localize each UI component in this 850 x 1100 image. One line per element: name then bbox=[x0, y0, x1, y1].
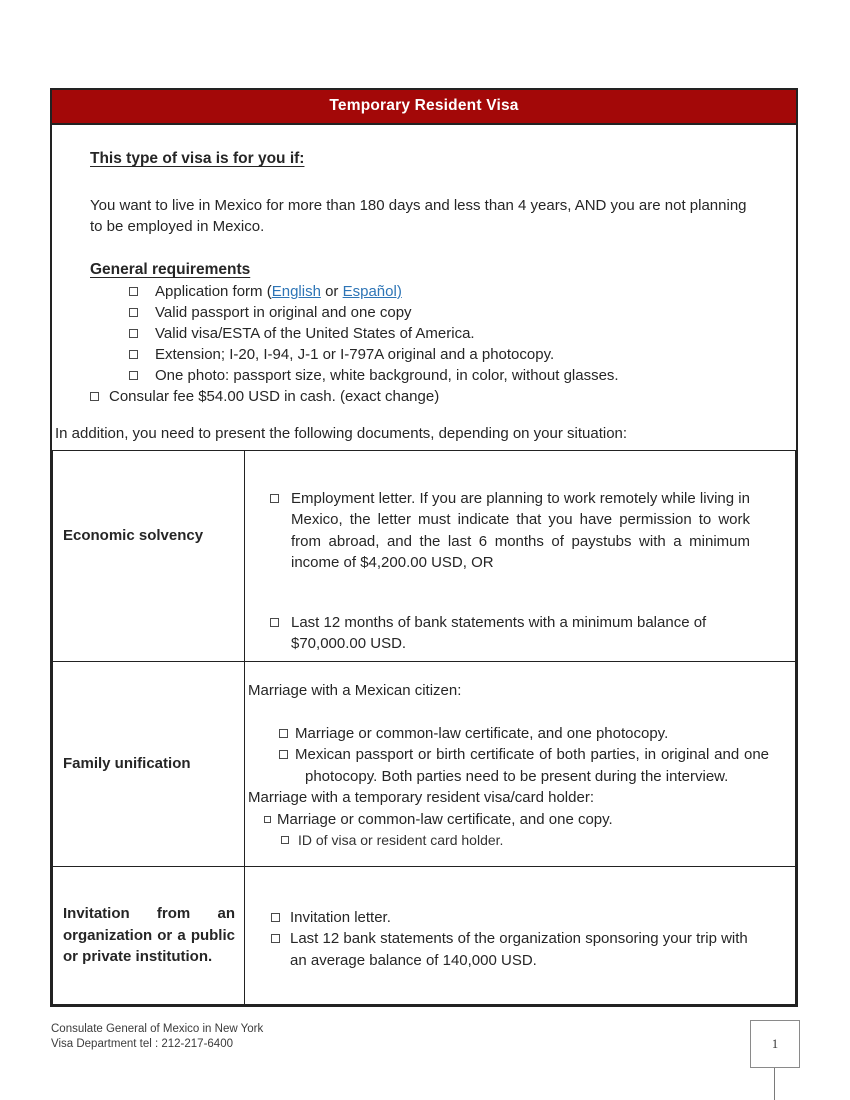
checklist-item-marriage-certificate-copy bbox=[264, 809, 769, 831]
checkbox-icon bbox=[279, 750, 288, 759]
checklist-item-id-of-holder bbox=[281, 830, 769, 852]
table-row-invitation bbox=[53, 867, 796, 1005]
page-number-box bbox=[750, 1020, 800, 1068]
link-english[interactable]: English bbox=[271, 283, 321, 300]
family-subheading-mexican-citizen: Marriage with a Mexican citizen: bbox=[248, 682, 462, 700]
page-number-connector-line bbox=[774, 1068, 775, 1100]
row-label-family-unification: Family unification bbox=[53, 662, 245, 867]
family-subheading-resident-holder: Marriage with a temporary resident visa/card holder: bbox=[248, 789, 594, 807]
checklist-item-invitation-letter bbox=[271, 907, 755, 929]
checklist-item-text: Marriage or common-law certificate, and one copy. bbox=[277, 810, 613, 828]
checklist-item-text: Extension; I-20, I-94, J-1 or I-797A original and a photocopy. bbox=[155, 346, 555, 363]
checkbox-icon bbox=[129, 308, 138, 317]
checklist-item-us-visa bbox=[129, 323, 762, 344]
small-checkbox-icon bbox=[281, 836, 289, 844]
checklist-item-mexican-passport bbox=[279, 744, 769, 787]
document-title: Temporary Resident Visa bbox=[329, 97, 519, 114]
checklist-item-application-form bbox=[129, 281, 762, 302]
addition-note: In addition, you need to present the following documents, depending on your situation: bbox=[55, 425, 628, 442]
intro-heading: This type of visa is for you if: bbox=[90, 150, 305, 167]
checklist-item-text: Last 12 bank statements of the organization sponsoring your trip with an average balance of 140,000 USD. bbox=[290, 930, 748, 969]
footer-phone-line: Visa Department tel : 212-217-6400 bbox=[51, 1038, 233, 1050]
row-content-family-unification bbox=[245, 662, 796, 867]
checklist-item-extension bbox=[129, 344, 762, 365]
checklist-item-text: ID of visa or resident card holder. bbox=[298, 832, 504, 849]
checklist-item-text: Marriage or common-law certificate, and one photocopy. bbox=[295, 724, 669, 742]
checkbox-icon bbox=[90, 392, 99, 401]
table-row-economic-solvency bbox=[53, 451, 796, 662]
table-row-family-unification bbox=[53, 662, 796, 867]
footer-consulate-line: Consulate General of Mexico in New York bbox=[51, 1023, 264, 1035]
application-form-prefix: Application form ( bbox=[155, 283, 272, 300]
checkbox-icon bbox=[271, 913, 280, 922]
application-form-or: or bbox=[320, 283, 343, 300]
checklist-item-consular-fee bbox=[90, 386, 762, 407]
general-requirements-heading: General requirements bbox=[90, 261, 251, 278]
requirements-table bbox=[52, 450, 796, 1005]
document-title-bar bbox=[52, 90, 796, 125]
checklist-item-text: Valid visa/ESTA of the United States of America. bbox=[155, 325, 475, 342]
small-checkbox-icon bbox=[264, 816, 271, 823]
link-espanol[interactable]: Español) bbox=[342, 283, 402, 300]
checklist-item-photo bbox=[129, 365, 762, 386]
row-label-economic-solvency: Economic solvency bbox=[53, 451, 245, 662]
document-body bbox=[52, 125, 796, 407]
checklist-item-text: Valid passport in original and one copy bbox=[155, 304, 412, 321]
checklist-item-text: Consular fee $54.00 USD in cash. (exact change) bbox=[109, 388, 440, 405]
checkbox-icon bbox=[270, 618, 279, 627]
checkbox-icon bbox=[279, 729, 288, 738]
checklist-item-org-bank-statements bbox=[271, 928, 755, 971]
row-label-invitation: Invitation from an organization or a public or private institution. bbox=[53, 867, 245, 1005]
checklist-item-text: Invitation letter. bbox=[290, 908, 391, 926]
checklist-item-text: One photo: passport size, white background, in color, without glasses. bbox=[155, 367, 619, 384]
checkbox-icon bbox=[129, 350, 138, 359]
checklist-item-text: Last 12 months of bank statements with a minimum balance of $70,000.00 USD. bbox=[291, 613, 707, 652]
visa-document bbox=[50, 88, 798, 1007]
checkbox-icon bbox=[271, 934, 280, 943]
page-footer bbox=[51, 1022, 263, 1052]
checkbox-icon bbox=[129, 287, 138, 296]
page-number: 1 bbox=[771, 1036, 779, 1051]
intro-paragraph: You want to live in Mexico for more than 180 days and less than 4 years, AND you are not planning to be employed in Mexico. bbox=[90, 197, 747, 235]
checkbox-icon bbox=[129, 329, 138, 338]
checklist-item-marriage-certificate bbox=[279, 723, 769, 745]
checklist-item-text bbox=[155, 281, 402, 302]
checklist-item-passport bbox=[129, 302, 762, 323]
row-content-invitation bbox=[245, 867, 796, 1005]
checklist-item-text: Mexican passport or birth certificate of both parties, in original and one photocopy. Both parties need to be present during the interview. bbox=[295, 746, 769, 785]
checklist-item-bank-statements bbox=[270, 612, 750, 655]
row-content-economic-solvency bbox=[245, 451, 796, 662]
checkbox-icon bbox=[129, 371, 138, 380]
checklist-item-employment-letter bbox=[270, 488, 750, 574]
general-requirements-list bbox=[90, 281, 762, 407]
checkbox-icon bbox=[270, 494, 279, 503]
checklist-item-text: Employment letter. If you are planning to work remotely while living in Mexico, the letter must indicate that you have permission to work from abroad, and the last 6 months of paystubs with a minimum income of $4,200.00 USD, OR bbox=[291, 489, 750, 571]
